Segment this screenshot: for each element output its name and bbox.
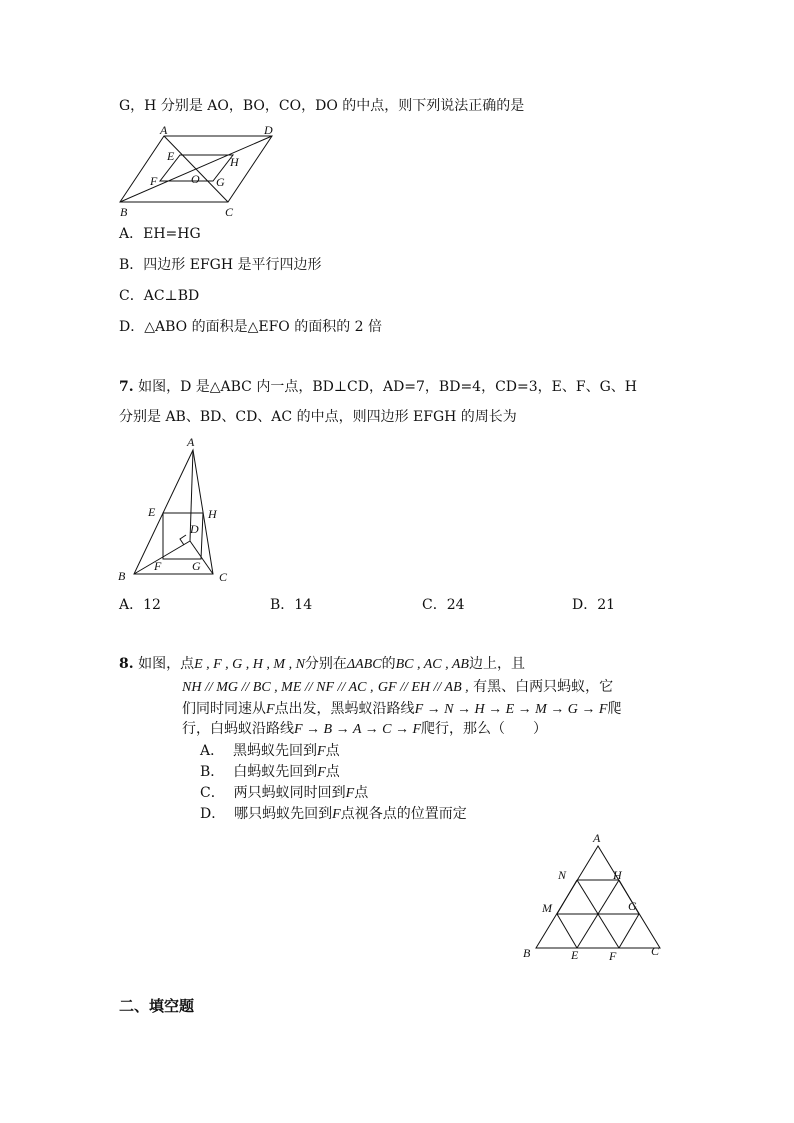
q7-line2: 分别是 AB、BD、CD、AC 的中点，则四边形 EFGH 的周长为: [119, 409, 517, 425]
q6-label-h: H: [230, 155, 239, 169]
q8-line1-b: 分别在: [304, 656, 347, 672]
q8-option-a-post: 点: [325, 743, 340, 759]
q8-line1-d: 边上，且: [468, 656, 525, 672]
q6-label-f: F: [150, 174, 158, 188]
q8-label-h: H: [613, 868, 622, 882]
q7-label-d: D: [190, 522, 199, 536]
q7-label-c: C: [219, 570, 228, 584]
q6-diagonal-bd: [120, 136, 272, 202]
q8-option-a: [200, 742, 340, 761]
q8-option-b-pt: F: [317, 765, 326, 780]
q8-line4-text: 行，白蚂蚁沿路线: [182, 721, 294, 737]
q8-option-d: [200, 805, 467, 824]
q7-line1: [119, 378, 637, 396]
q6-label-e: E: [167, 149, 175, 163]
q6-label-o: O: [191, 172, 200, 186]
q8-option-a-pt: F: [317, 744, 326, 759]
q6-figure: [112, 122, 292, 222]
q7-option-c: C．24: [422, 597, 465, 613]
q8-option-b-post: 点: [325, 764, 340, 780]
q6-label-c: C: [225, 205, 234, 219]
q6-option-b: B．四边形 EFGH 是平行四边形: [119, 257, 322, 273]
q8-line4-text2: 爬行，那么（ ）: [421, 721, 548, 737]
q8-line-me: [557, 914, 577, 948]
q8-line-m-top: [557, 880, 577, 914]
q7-figure: [116, 436, 236, 586]
q6-option-a: A．EH=HG: [119, 226, 201, 242]
q8-line3-text: 们同时同速从: [182, 701, 266, 717]
q7-quad-efgh: [163, 513, 203, 559]
q8-line1-a: 如图，点: [138, 656, 195, 672]
q8-line3-text2: 点出发，黑蚂蚁沿路线: [274, 701, 415, 717]
q8-line3-path: F → N → H → E → M → G → F: [414, 702, 608, 717]
q7-label-e: E: [148, 505, 156, 519]
q8-label-n: N: [558, 868, 567, 882]
q8-line4-path: F → B → A → C → F: [294, 722, 422, 737]
q8-number: 8.: [119, 656, 134, 672]
section-title-fill-in: 二、填空题: [119, 997, 195, 1015]
q7-option-a: A．12: [119, 597, 161, 613]
q8-option-c-letter: C．: [200, 785, 225, 801]
q6-stem-tail: G，H 分别是 AO，BO，CO，DO 的中点，则下列说法正确的是: [119, 98, 525, 114]
q7-label-a: A: [187, 436, 195, 449]
q8-line2-text: 有黑、白两只蚂蚁，它: [473, 679, 614, 695]
q7-option-b: B．14: [270, 597, 313, 613]
q8-line3: [182, 700, 621, 719]
q7-line1-text: 如图，D 是△ABC 内一点，BD⊥CD，AD=7，BD=4，CD=3，E、F、G、H: [138, 379, 637, 395]
q8-option-d-pre: 哪只蚂蚁先回到: [234, 806, 333, 822]
q8-line2: [182, 678, 613, 697]
q7-label-h: H: [208, 507, 217, 521]
q8-label-f: F: [609, 949, 617, 962]
q8-line1: [119, 655, 525, 674]
q8-option-a-letter: A．: [200, 743, 225, 759]
q7-number: 7.: [119, 379, 134, 395]
q8-line1-triangle: ΔABC: [346, 657, 382, 672]
q8-label-e: E: [571, 948, 579, 962]
q8-label-b: B: [523, 946, 531, 960]
q6-label-b: B: [120, 205, 128, 219]
q8-line2-relation1: NH // MG // BC , ME // NF // AC ,: [182, 680, 374, 695]
q8-option-b-pre: 白蚂蚁先回到: [233, 764, 318, 780]
q8-triangle-abc: [536, 846, 660, 948]
q8-option-a-pre: 黑蚂蚁先回到: [233, 743, 318, 759]
q8-label-m: M: [542, 901, 552, 915]
q6-option-c: C．AC⊥BD: [119, 288, 200, 304]
q8-label-a: A: [593, 832, 601, 845]
q8-line2-relation2: GF // EH // AB ,: [377, 680, 469, 695]
q6-label-d: D: [264, 123, 273, 137]
q8-line3-text3: 爬: [607, 701, 622, 717]
q6-option-d: D．△ABO 的面积是△EFO 的面积的 2 倍: [119, 319, 383, 335]
q8-option-c: [200, 784, 368, 803]
q8-label-g: G: [628, 899, 637, 913]
q7-option-d: D．21: [572, 597, 616, 613]
q7-label-b: B: [118, 569, 126, 583]
q8-line3-f: F: [266, 702, 275, 717]
q8-line1-sides: BC , AC , AB: [395, 657, 469, 672]
q7-label-g: G: [192, 559, 201, 573]
q8-line-gf: [619, 914, 639, 948]
q8-option-b: [200, 763, 340, 782]
q8-line1-c: 的: [381, 656, 396, 672]
q8-option-c-post: 点: [354, 785, 369, 801]
q8-option-d-post: 点视各点的位置而定: [340, 806, 467, 822]
q8-option-c-pt: F: [345, 786, 355, 801]
q8-option-c-pre: 两只蚂蚁同时回到: [233, 785, 346, 801]
q8-option-b-letter: B．: [200, 764, 225, 780]
q8-option-d-pt: F: [332, 807, 341, 822]
q6-label-g: G: [216, 175, 225, 189]
q8-label-c: C: [651, 944, 660, 958]
q7-label-f: F: [154, 559, 162, 573]
q8-option-d-letter: D．: [200, 806, 226, 822]
q8-figure: [520, 832, 670, 962]
q8-line4: [182, 720, 547, 739]
q6-label-a: A: [160, 123, 168, 137]
q8-line1-points: E , F , G , H , M , N: [194, 657, 305, 672]
